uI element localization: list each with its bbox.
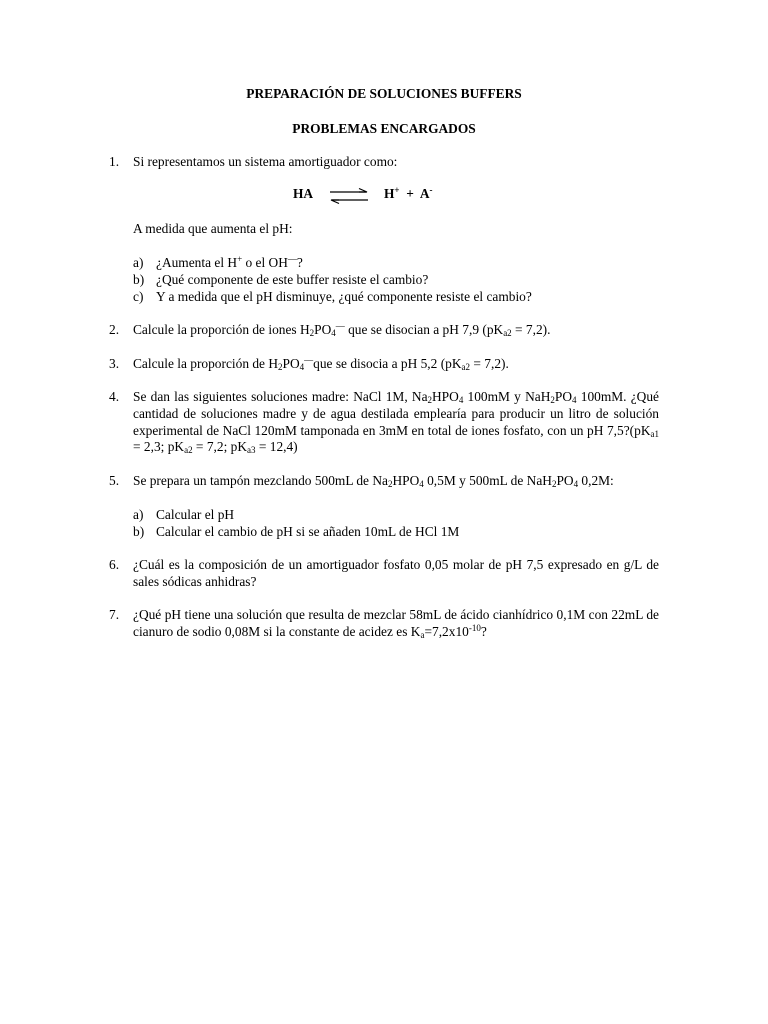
question-text: Calcule la proporción de iones $H_2PO_4^—$ que se disocian a pH 7,9 $(pK_{a2} = 7,2)$. (133, 321, 551, 338)
question-text: ¿Cuál es la composición de un amortiguador fosfato 0,05 molar de pH 7,5 expresado en g/L de sales sódicas anhidras? (133, 557, 659, 589)
plus-charge: + (394, 185, 400, 195)
question-number: 7. (109, 607, 120, 622)
plus-sign: + (406, 186, 414, 201)
question-number: 1. (109, 154, 120, 169)
minus-charge: - (429, 185, 433, 195)
question-number: 6. (109, 557, 120, 572)
document-title: PREPARACIÓN DE SOLUCIONES BUFFERS (246, 86, 522, 101)
equilibrium-arrows-icon (328, 187, 370, 205)
question-number: 4. (109, 389, 120, 404)
question-text: Se dan las siguientes soluciones madre: NaCl 1M, $Na_2HPO_4$ 100mM y $NaH_2PO_4$ 100mM. ¿Qué cantidad de soluciones madre y de agua destilada emplearía para producir un litro de solución experimental de NaCl 120mM tamponada en 3mM en total de iones fosfato, con un pH $7,5?(pK_{a1} = 2,3$; $pK_{a2} = 7,2$; $pK_{a3} = 12,4$) (133, 389, 659, 456)
question-text: Se prepara un tampón mezclando 500mL de $Na_2HPO_4$ 0,5M y 500mL de $NaH_2PO_4$ 0,2M: (133, 473, 614, 489)
question-number: 2. (109, 322, 120, 337)
question-text: Calcule la proporción de $H_2PO_4^—que$ se disocia a pH 5,2 $(pK_{a2} = 7,2)$. (133, 355, 509, 372)
question-number: 5. (109, 473, 120, 488)
question-number: 3. (109, 356, 120, 371)
proton-symbol: H (384, 186, 395, 201)
question-text: Si representamos un sistema amortiguador como: (133, 154, 398, 169)
equilibrium-reactant: HA (293, 186, 314, 201)
anion-symbol: A (419, 186, 430, 201)
document-subtitle: PROBLEMAS ENCARGADOS (292, 121, 476, 136)
question-text: ¿Qué pH tiene una solución que resulta de mezclar 58mL de ácido cianhídrico 0,1M con 22mL de cianuro de sodio 0,08M si la constante de acidez es $K_a=7,2x10^{-10}$? (133, 607, 659, 640)
equilibrium-products (384, 186, 433, 203)
